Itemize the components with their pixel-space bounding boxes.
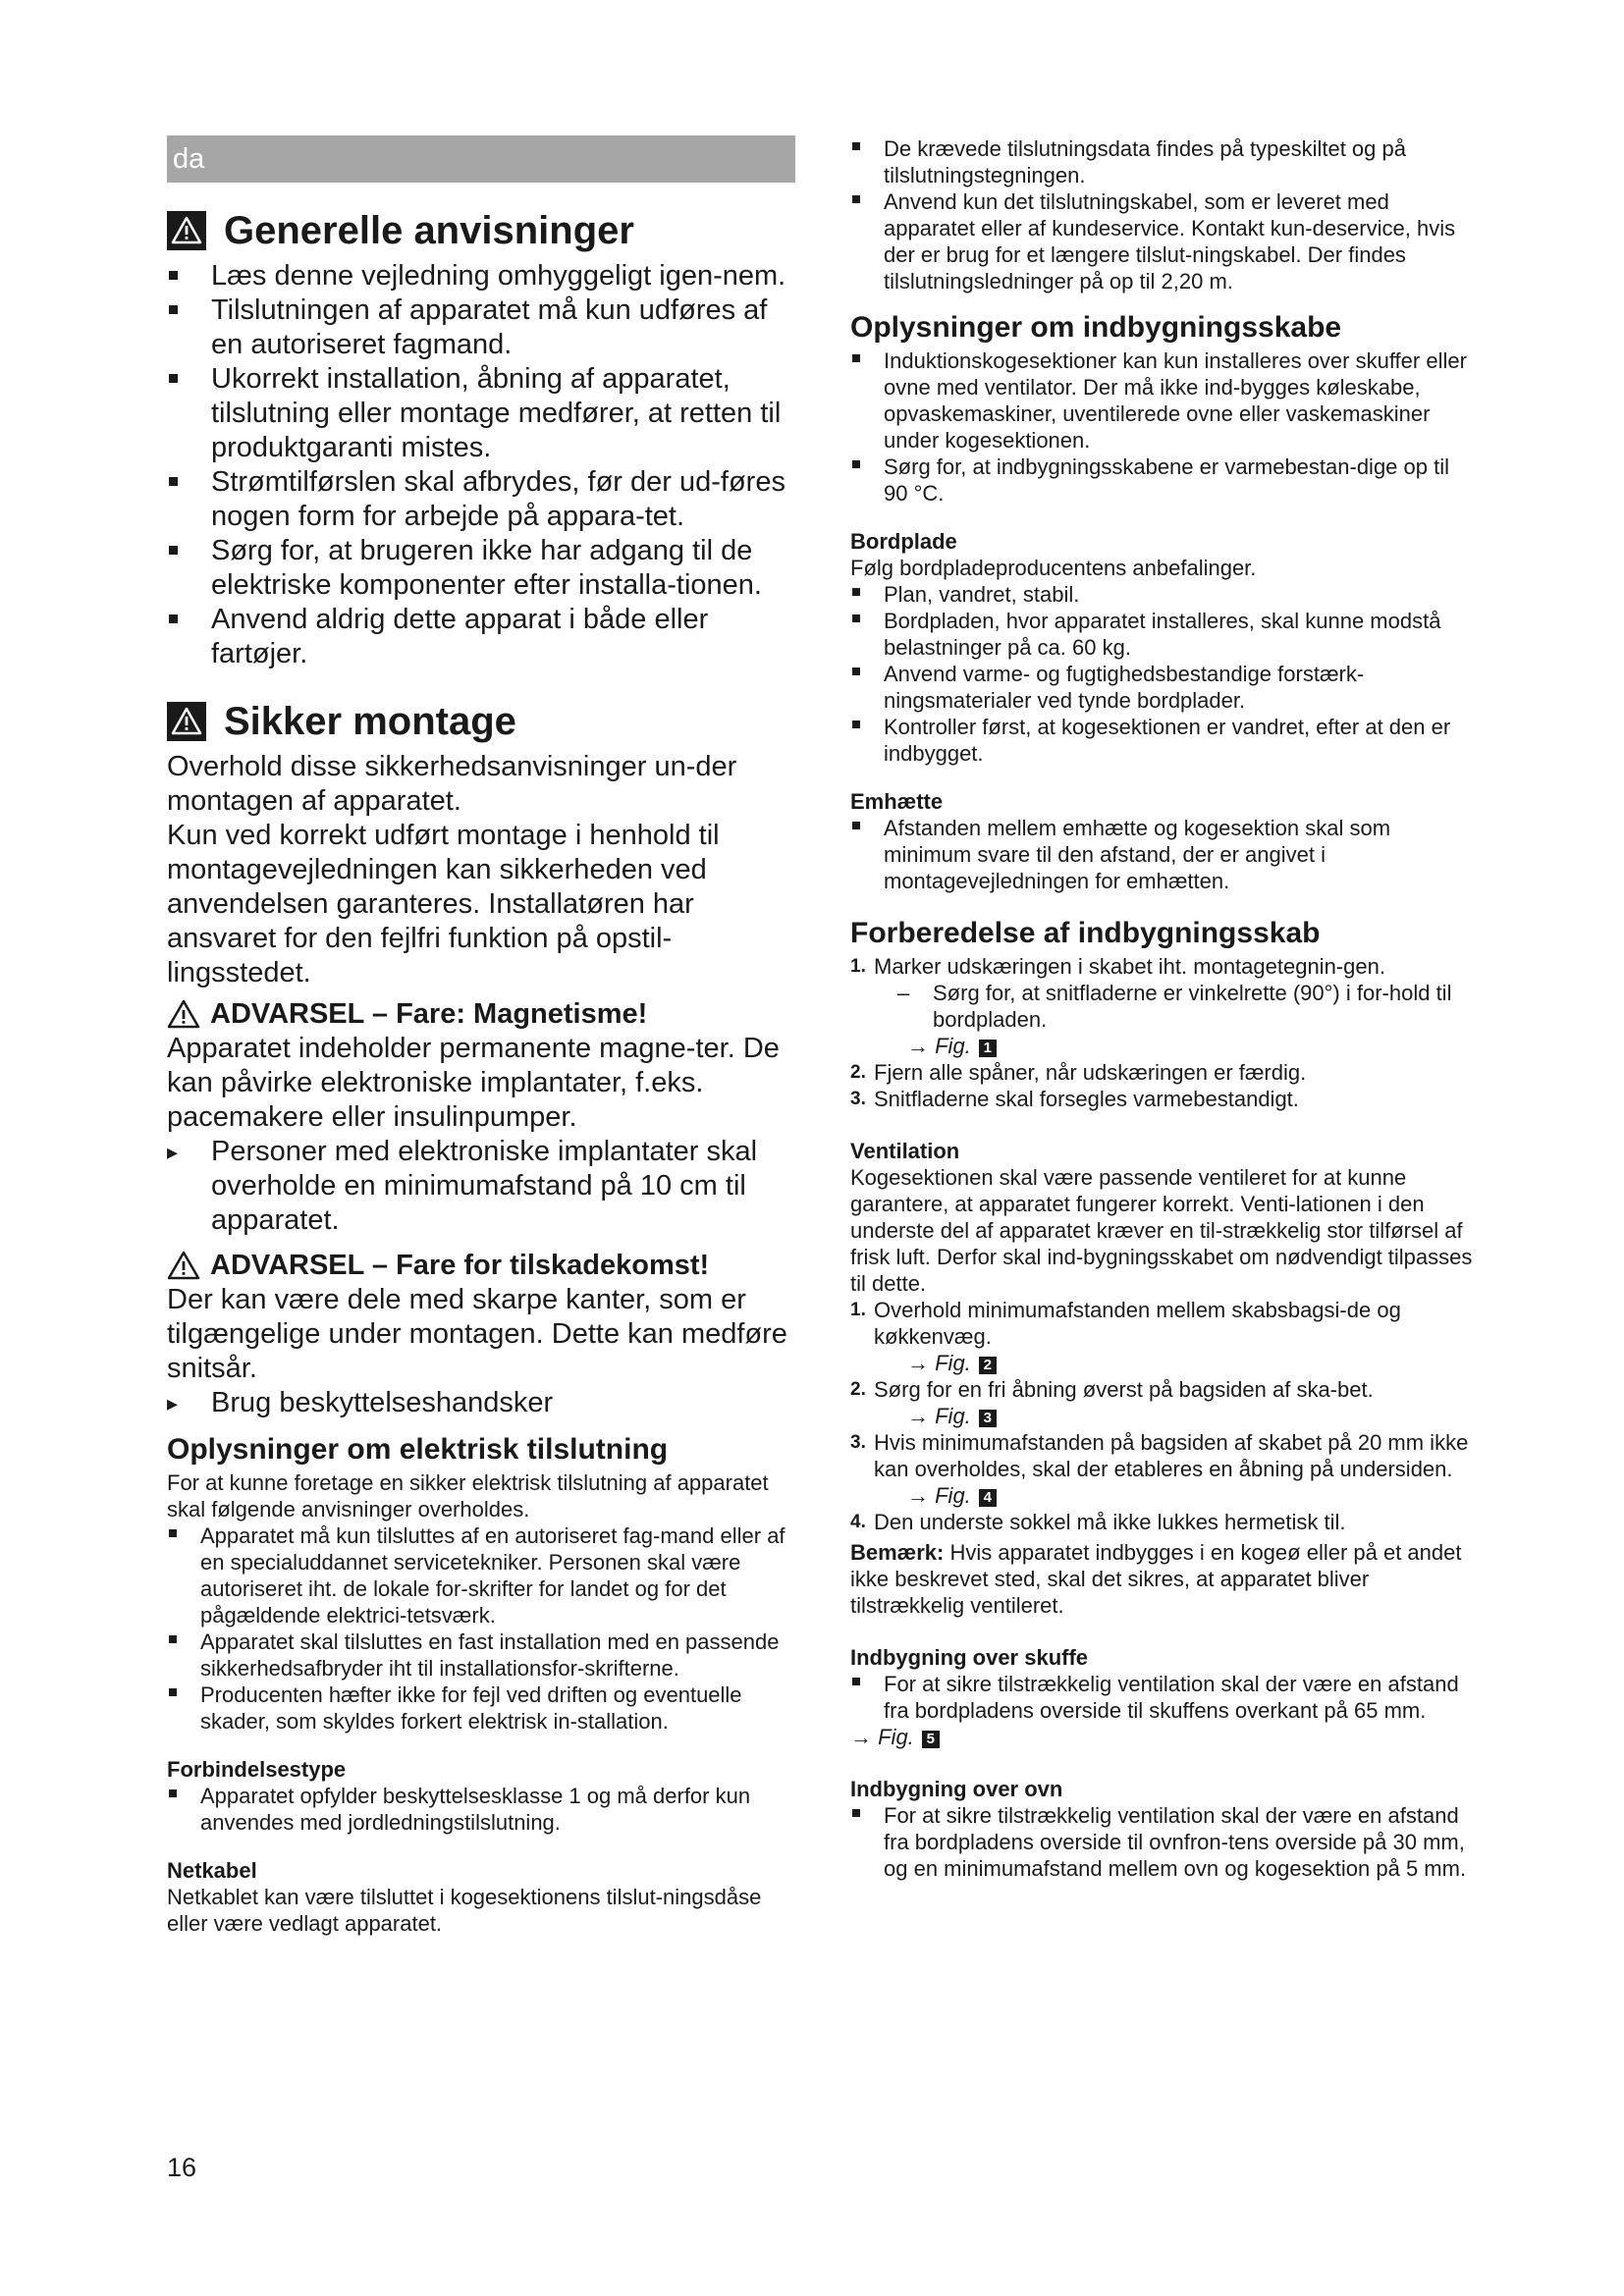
figure-ref-text: → Fig. <box>907 1483 971 1508</box>
step-text: Sørg for en fri åbning øverst på bagsiden af ska-bet. <box>874 1377 1374 1402</box>
numbered-step <box>850 1086 1479 1112</box>
list-item: Sørg for, at indbygningsskabene er varmebestan-dige op til 90 °C. <box>850 454 1479 507</box>
warning-title: ADVARSEL – Fare for tilskadekomst! <box>210 1250 710 1281</box>
warning-triangle-icon <box>167 1251 200 1280</box>
step-text: Marker udskæringen i skabet iht. montagetegnin-gen. <box>874 954 1385 979</box>
step-number: 3. <box>850 1089 866 1109</box>
figure-reference <box>874 1033 1479 1059</box>
figure-number: 5 <box>922 1731 940 1748</box>
numbered-step <box>850 1376 1479 1429</box>
warning-title: ADVARSEL – Fare: Magnetisme! <box>210 998 648 1030</box>
step-number: 2. <box>850 1379 866 1400</box>
list-item: Anvend varme- og fugtighedsbestandige forstærk-ningsmaterialer ved tynde bordplader. <box>850 661 1479 714</box>
figure-number: 4 <box>979 1489 997 1507</box>
right-column <box>850 135 1479 1882</box>
list-item: For at sikre tilstrækkelig ventilation skal der være en afstand fra bordpladens overside til ovnfron-tens overside på 30 mm, og en minimumafstand mellem ovn og kogesektion på 5 mm. <box>850 1802 1479 1882</box>
step-text: Snitfladerne skal forsegles varmebestandigt. <box>874 1087 1299 1111</box>
numbered-step <box>850 1509 1479 1535</box>
warning-injury <box>167 1248 795 1283</box>
list-item: Producenten hæfter ikke for fejl ved driften og eventuelle skader, som skyldes forkert elektrisk in-stallation. <box>167 1682 795 1735</box>
section-heading-electrical: Oplysninger om elektrisk tilslutning <box>167 1433 669 1466</box>
list-item: Plan, vandret, stabil. <box>850 581 1479 608</box>
sub-step: – Sørg for, at snitfladerne er vinkelrette (90°) i for-hold til bordpladen. <box>874 980 1479 1033</box>
step-text: Overhold minimumafstanden mellem skabsbagsi-de og køkkenvæg. <box>874 1298 1401 1349</box>
numbered-step <box>850 1429 1479 1509</box>
figure-ref-text: → Fig. <box>907 1404 971 1428</box>
step-number: 4. <box>850 1512 866 1532</box>
figure-number: 3 <box>979 1410 997 1427</box>
warning-magnetism <box>167 996 795 1032</box>
note-text: Hvis apparatet indbygges i en kogeø eller på et andet ikke beskrevet sted, skal det sikres, at apparatet bliver tilstrækkelig ventileret. <box>850 1540 1462 1618</box>
list-item: Strømtilførslen skal afbrydes, før der ud-føres nogen form for arbejde på appara-tet. <box>167 465 795 534</box>
figure-ref-text: → Fig. <box>850 1725 914 1749</box>
list-item: Apparatet opfylder beskyttelsesklasse 1 og må derfor kun anvendes med jordledningstilslutning. <box>167 1783 795 1836</box>
paragraph: For at kunne foretage en sikker elektrisk tilslutning af apparatet skal følgende anvisninger overholdes. <box>167 1470 769 1522</box>
subheading-worktop: Bordplade <box>850 529 957 554</box>
numbered-step <box>850 1297 1479 1376</box>
warning-triangle-icon <box>167 999 200 1029</box>
subheading-ventilation: Ventilation <box>850 1139 960 1163</box>
figure-number: 2 <box>979 1357 997 1374</box>
subheading-hood: Emhætte <box>850 789 944 814</box>
list-item: Ukorrekt installation, åbning af apparatet, tilslutning eller montage medfører, at retten til produktgaranti mistes. <box>167 362 795 465</box>
paragraph: Apparatet indeholder permanente magne-ter. De kan påvirke elektroniske implantater, f.eks. pacemakere eller insulinpumper. <box>167 1033 780 1133</box>
general-list <box>167 259 795 671</box>
heading-text: Sikker montage <box>224 700 516 743</box>
step-number: 2. <box>850 1062 866 1083</box>
figure-reference <box>874 1482 1479 1509</box>
list-item: Kontroller først, at kogesektionen er vandret, efter at den er indbygget. <box>850 714 1479 767</box>
subheading-over-oven: Indbygning over ovn <box>850 1777 1063 1801</box>
section-heading-general <box>167 206 795 255</box>
list-item: Apparatet skal tilsluttes en fast installation med en passende sikkerhedsafbryder iht til installationsfor-skrifterne. <box>167 1629 795 1682</box>
action-item: ▸ Brug beskyttelseshandsker <box>167 1386 795 1420</box>
list-item: Læs denne vejledning omhyggeligt igen-nem. <box>167 259 795 294</box>
page-number: 16 <box>167 2153 197 2182</box>
step-number: 3. <box>850 1432 866 1453</box>
section-heading-preparation: Forberedelse af indbygningsskab <box>850 917 1321 949</box>
subheading-connection-type: Forbindelsestype <box>167 1757 347 1782</box>
warning-icon <box>167 211 206 250</box>
figure-ref-text: → Fig. <box>907 1034 971 1058</box>
step-text: Fjern alle spåner, når udskæringen er færdig. <box>874 1060 1307 1085</box>
figure-number: 1 <box>979 1040 997 1057</box>
list-item: Tilslutningen af apparatet må kun udføres af en autoriseret fagmand. <box>167 294 795 362</box>
numbered-step <box>850 1059 1479 1086</box>
step-text: Den underste sokkel må ikke lukkes hermetisk til. <box>874 1510 1346 1534</box>
figure-reference <box>874 1350 1479 1376</box>
list-item: Anvend kun det tilslutningskabel, som er leveret med apparatet eller af kundeservice. Kontakt kun-deservice, hvis der er brug for et længere tilslut-ningskabel. Der findes tilslutningsledninger på op til 2,20 m. <box>850 188 1479 294</box>
paragraph: Følg bordpladeproducentens anbefalinger. <box>850 556 1257 580</box>
paragraph: Der kan være dele med skarpe kanter, som er tilgængelige under montagen. Dette kan medføre snitsår. <box>167 1284 787 1384</box>
subheading-mains-cable: Netkabel <box>167 1858 257 1883</box>
list-item: De krævede tilslutningsdata findes på typeskiltet og på tilslutningstegningen. <box>850 135 1479 188</box>
section-heading-safe-mounting <box>167 697 795 746</box>
language-tag: da <box>167 135 795 183</box>
step-number: 1. <box>850 1300 866 1320</box>
paragraph: Kogesektionen skal være passende ventileret for at kunne garantere, at apparatet fungerer korrekt. Venti-lationen i den underste del af apparatet kræver en til-strækkelig stor tilførsel af frisk luft. Derfor skal ind-bygningsskabet om nødvendigt tilpasses til dette. <box>850 1165 1473 1296</box>
action-item: ▸ Personer med elektroniske implantater skal overholde en minimumafstand på 10 cm til apparatet. <box>167 1135 795 1238</box>
warning-icon <box>167 702 206 741</box>
step-text: Hvis minimumafstanden på bagsiden af skabet på 20 mm ikke kan overholdes, skal der etableres en åbning på undersiden. <box>874 1430 1469 1481</box>
paragraph: Kun ved korrekt udført montage i henhold til montagevejledningen kan sikkerheden ved anvendelsen garanteres. Installatøren har ansvaret for den fejlfri funktion på opstil-lingsstedet. <box>167 820 720 988</box>
left-column <box>167 135 795 1937</box>
subheading-over-drawer: Indbygning over skuffe <box>850 1645 1089 1670</box>
figure-ref-text: → Fig. <box>907 1351 971 1375</box>
note-label: Bemærk: <box>850 1540 945 1565</box>
paragraph: Netkablet kan være tilsluttet i kogesektionens tilslut-ningsdåse eller være vedlagt apparatet. <box>167 1885 762 1936</box>
list-item: For at sikre tilstrækkelig ventilation skal der være en afstand fra bordpladens overside til skuffens overkant på 65 mm. <box>850 1671 1479 1724</box>
list-item: Apparatet må kun tilsluttes af en autoriseret fag-mand eller af en specialuddannet servicetekniker. Personen skal være autoriseret iht. de lokale for-skrifter for landet og for det pågældende elektrici-tetsværk. <box>167 1522 795 1629</box>
figure-reference <box>874 1403 1479 1429</box>
heading-text: Generelle anvisninger <box>224 209 634 252</box>
list-item: Induktionskogesektioner kan kun installeres over skuffer eller ovne med ventilator. Der må ikke ind-bygges køleskabe, opvaskemaskiner, uventilerede ovne eller vaskemaskiner under kogesektionen. <box>850 347 1479 454</box>
figure-reference <box>850 1724 1479 1750</box>
paragraph: Overhold disse sikkerhedsanvisninger un-der montagen af apparatet. <box>167 751 737 817</box>
list-item: Bordpladen, hvor apparatet installeres, skal kunne modstå belastninger på ca. 60 kg. <box>850 608 1479 661</box>
step-number: 1. <box>850 956 866 977</box>
section-heading-cabinets: Oplysninger om indbygningsskabe <box>850 311 1342 344</box>
note <box>850 1539 1479 1619</box>
list-item: Anvend aldrig dette apparat i både eller fartøjer. <box>167 603 795 671</box>
list-item: Afstanden mellem emhætte og kogesektion skal som minimum svare til den afstand, der er angivet i montagevejledningen for emhætten. <box>850 815 1479 894</box>
list-item: Sørg for, at brugeren ikke har adgang til de elektriske komponenter efter installa-tionen. <box>167 534 795 603</box>
numbered-step <box>850 953 1479 1059</box>
